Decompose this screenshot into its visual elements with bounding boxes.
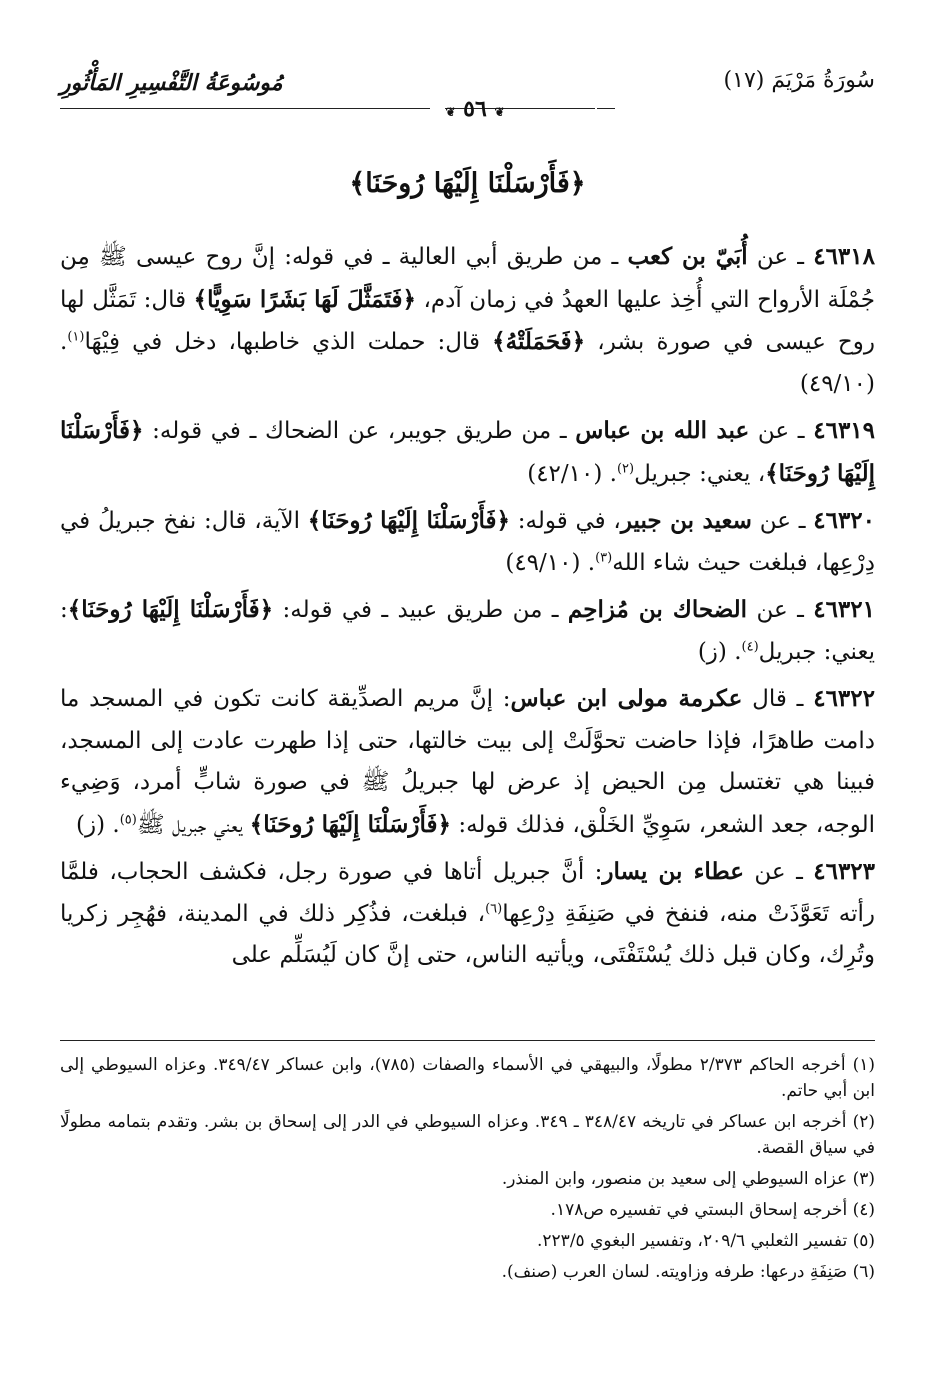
quran-quote: ﴿فَحَمَلَتْهُ﴾ — [492, 328, 586, 355]
quran-quote: ﴿فَأَرْسَلْنَا إِلَيْهَا رُوحَنَا﴾ — [60, 417, 875, 487]
quran-quote: ﴿فَأَرْسَلْنَا إِلَيْهَا رُوحَنَا﴾ — [67, 596, 274, 623]
header-rule-left — [60, 108, 430, 109]
ornament-icon: ❦ — [445, 105, 456, 119]
page-number: ٥٦ — [463, 96, 487, 122]
section-title: ﴿فَأَرْسَلْنَا إِلَيْهَا رُوحَنَا﴾ — [349, 168, 586, 199]
footnote: (٢) أخرجه ابن عساكر في تاريخه ٣٤٨/٤٧ ـ ٣٤٩. وعزاه السيوطي في الدر إلى إسحاق بن بشر. وتقدم بتمامه مطولًا في سياق القصة. — [60, 1112, 875, 1158]
footnote-ref: (٤) — [741, 638, 759, 654]
narration-number: ٤٦٣١٩ — [813, 417, 876, 444]
narration-number: ٤٦٣٢٣ — [813, 858, 876, 885]
footnote-ref: (٥) — [119, 811, 137, 827]
narration-number: ٤٦٣٢١ — [813, 596, 875, 623]
narrator-name: سعيد بن جبير — [620, 507, 752, 534]
surah-number: (١٧) — [723, 68, 765, 93]
footnote-ref: (٢) — [616, 460, 635, 476]
narration-paragraph: ٤٦٣١٩ ـ عن عبد الله بن عباس ـ من طريق جويبر، عن الضحاك ـ في قوله: ﴿فَأَرْسَلْنَا إِلَيْهَا رُوحَنَا﴾، يعني: جبريل$^{(٢)}$. (٤٢/١٠) — [60, 417, 876, 487]
footnote: (١) أخرجه الحاكم ٢/٣٧٣ مطولًا، والبيهقي في الأسماء والصفات (٧٨٥)، وابن عساكر ٣٤٩/٤٧. وعزاه السيوطي إلى ابن أبي حاتم. — [60, 1055, 876, 1101]
surah-heading — [724, 68, 875, 93]
narrator-name: عطاء بن يسار — [602, 858, 744, 885]
narration-number: ٤٦٣٢٢ — [813, 685, 875, 712]
page-header — [60, 68, 875, 124]
footnote: (٦) صَنِفَةِ درعها: طرفه وزاويته. لسان العرب (صنف). — [501, 1262, 875, 1282]
narration-number: ٤٦٣١٨ — [813, 243, 875, 270]
footnote-ref: (٣) — [595, 549, 613, 565]
footnote-divider — [60, 1040, 875, 1041]
narrator-name: الضحاك بن مُزاحِم — [567, 596, 748, 623]
narration-paragraph: ٤٦٣٢٢ ـ قال عكرمة مولى ابن عباس: إنَّ مريم الصدِّيقة كانت تكون في المسجد ما دامت طاهرًا، فإذا حاضت تحوَّلَتْ إلى بيت خالتها، حتى إذا طهرت عادت إلى المسجد، فبينا هي تغتسل مِن الحيض إذ عرض لها جبريلُ ﷺ في صورة شابٍّ أمرد، وَضِيء الوجه، جعد الشعر، سَوِيِّ الخَلْق، فذلك قوله: ﴿فَأَرْسَلْنَا إِلَيْهَا رُوحَنَا﴾ يعني جبريل ﷺ$^{(٥)}$. (ز) — [60, 685, 875, 838]
narration-number: ٤٦٣٢٠ — [813, 507, 876, 534]
footnotes — [60, 1052, 875, 1290]
quran-quote: ﴿فَأَرْسَلْنَا إِلَيْهَا رُوحَنَا﴾ — [307, 507, 510, 534]
narration-paragraph: ٤٦٣٢١ ـ عن الضحاك بن مُزاحِم ـ من طريق عبيد ـ في قوله: ﴿فَأَرْسَلْنَا إِلَيْهَا رُوحَنَا﴾: يعني: جبريل$^{(٤)}$. (ز) — [60, 596, 875, 665]
footnote: (٥) تفسير الثعلبي ٢٠٩/٦، وتفسير البغوي ٢٢٣/٥. — [537, 1231, 875, 1251]
quran-quote: ﴿فَأَرْسَلْنَا إِلَيْهَا رُوحَنَا﴾ — [249, 810, 452, 838]
footnote-ref: (١) — [67, 329, 85, 345]
header-rule-right-short — [597, 108, 615, 109]
narrator-name: عكرمة مولى ابن عباس — [510, 685, 743, 712]
surah-title: سُورَةُ مَرْيَمَ — [771, 68, 875, 93]
footnote: (٤) أخرجه إسحاق البستي في تفسيره ص١٧٨. — [550, 1200, 875, 1220]
page-number-block — [430, 96, 520, 122]
narration-paragraph: ٤٦٣٢٣ ـ عن عطاء بن يسار: أنَّ جبريل أتاها في صورة رجل، فكشف الحجاب، فلمَّا رأته تَعَوَّذَتْ منه، فنفخ في صَنِفَةِ دِرْعِها$^{(٦)}$، فبلغت، فذُكِر ذلك في المدينة، فهُجِر زكريا وتُرِك، وكان قبل ذلك يُسْتَفْتَى، ويأتيه الناس، حتى إنَّ كان لَيُسَلِّم على — [60, 858, 876, 968]
narrator-name: أُبَيّ بن كعب — [627, 243, 748, 270]
narration-paragraph: ٤٦٣٢٠ ـ عن سعيد بن جبير، في قوله: ﴿فَأَرْسَلْنَا إِلَيْهَا رُوحَنَا﴾ الآية، قال: نفخ جبريلُ في دِرْعِها، فبلغت حيث شاء الله$^{(٣)}$. (٤٩/١٠) — [60, 507, 876, 576]
footnote-ref: (٦) — [485, 900, 503, 916]
quran-quote: ﴿فَتَمَثَّلَ لَهَا بَشَرًا سَوِيًّا﴾ — [193, 285, 416, 313]
narration-paragraph: ٤٦٣١٨ ـ عن أُبَيّ بن كعب ـ من طريق أبي العالية ـ في قوله: إنَّ روح عيسى ﷺ مِن جُمْلَة الأرواح التي أُخِذ عليها العهدُ في زمان آدم، ﴿فَتَمَثَّلَ لَهَا بَشَرًا سَوِيًّا﴾ قال: تَمَثَّل لها روح عيسى في صورة بشر، ﴿فَحَمَلَتْهُ﴾ قال: حملت الذي خاطبها، دخل في فِيْهَا$^{(١)}$. (٤٩/١٠) — [60, 243, 876, 397]
narrator-name: عبد الله بن عباس — [575, 417, 750, 444]
ornament-icon: ❦ — [494, 105, 505, 119]
body-text — [60, 236, 875, 982]
footnote: (٣) عزاه السيوطي إلى سعيد بن منصور، وابن المنذر. — [501, 1169, 875, 1189]
book-title: مُوسُوعَةُ التَّفْسِيرِ المَأْثُورِ — [60, 70, 283, 96]
